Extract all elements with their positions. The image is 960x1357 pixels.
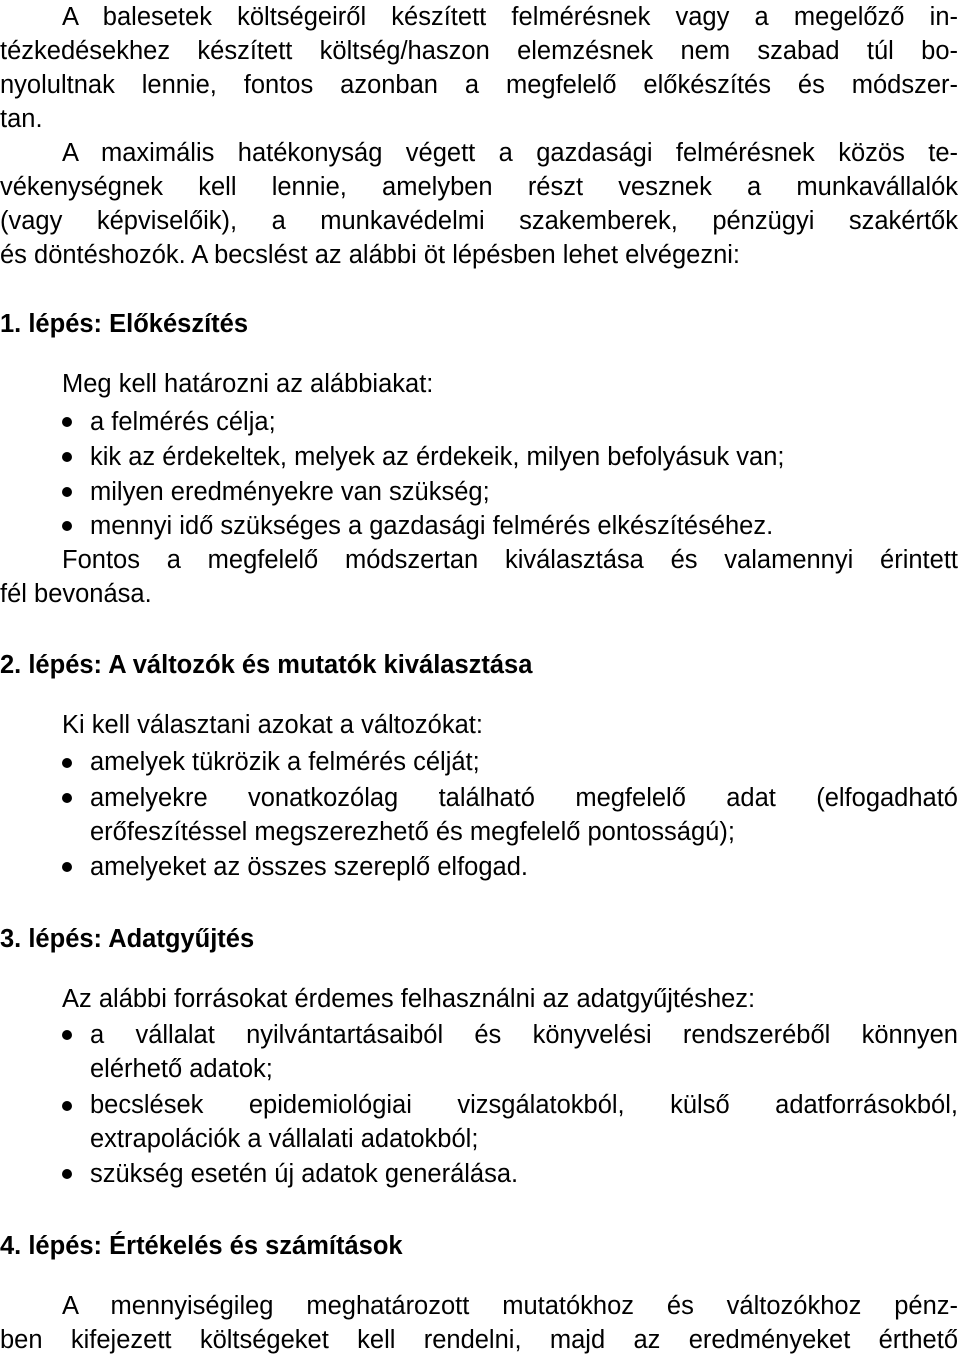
step1-bullet: mennyi idő szükséges a gazdasági felmérés elkészítéséhez. — [90, 512, 774, 540]
step4-heading: 4. lépés: Értékelés és számítások — [0, 1232, 403, 1260]
intro-line: (vagy képviselőik), a munkavédelmi szakemberek, pénzügyi szakértők — [0, 207, 958, 235]
bullet-icon — [62, 1030, 72, 1040]
step2-bullet: amelyek tükrözik a felmérés célját; — [90, 748, 480, 776]
step2-bullet-continued: erőfeszítéssel megszerezhető és megfelelő pontosságú); — [90, 818, 735, 846]
step1-heading: 1. lépés: Előkészítés — [0, 310, 249, 338]
bullet-icon — [62, 793, 72, 803]
step4-line: A mennyiségileg meghatározott mutatókhoz és változókhoz pénz- — [62, 1292, 958, 1320]
intro-line: tézkedésekhez készített költség/haszon elemzésnek nem szabad túl bo- — [0, 37, 958, 65]
bullet-icon — [62, 417, 72, 427]
step3-bullet-continued: extrapolációk a vállalati adatokból; — [90, 1125, 479, 1153]
step2-bullet: amelyeket az összes szereplő elfogad. — [90, 853, 528, 881]
step1-bullet: kik az érdekeltek, melyek az érdekeik, milyen befolyásuk van; — [90, 443, 785, 471]
step1-closing: Fontos a megfelelő módszertan kiválasztása és valamennyi érintett — [62, 546, 958, 574]
intro-line: nyolultnak lennie, fontos azonban a megfelelő előkészítés és módszer- — [0, 71, 958, 99]
step4-line: ben kifejezett költségeket kell rendelni, majd az eredményeket érthető — [0, 1326, 958, 1354]
step1-bullet: milyen eredményekre van szükség; — [90, 478, 490, 506]
step3-bullet: becslések epidemiológiai vizsgálatokból, külső adatforrásokból, — [90, 1091, 958, 1119]
step2-heading: 2. lépés: A változók és mutatók kiválasztása — [0, 651, 533, 679]
step1-closing: fél bevonása. — [0, 580, 152, 608]
step1-bullet: a felmérés célja; — [90, 408, 276, 436]
step3-bullet: a vállalat nyilvántartásaiból és könyvelési rendszeréből könnyen — [90, 1021, 958, 1049]
bullet-icon — [62, 1169, 72, 1179]
bullet-icon — [62, 758, 72, 768]
bullet-icon — [62, 521, 72, 531]
intro-line: A maximális hatékonyság végett a gazdasági felmérésnek közös te- — [62, 139, 958, 167]
step3-lead: Az alábbi forrásokat érdemes felhasználni az adatgyűjtéshez: — [62, 985, 756, 1013]
bullet-icon — [62, 1101, 72, 1111]
bullet-icon — [62, 452, 72, 462]
step2-lead: Ki kell választani azokat a változókat: — [62, 711, 483, 739]
intro-line: és döntéshozók. A becslést az alábbi öt lépésben lehet elvégezni: — [0, 241, 741, 269]
intro-line: vékenységnek kell lennie, amelyben részt vesznek a munkavállalók — [0, 173, 958, 201]
intro-line: tan. — [0, 105, 43, 133]
bullet-icon — [62, 487, 72, 497]
step3-heading: 3. lépés: Adatgyűjtés — [0, 925, 255, 953]
step1-lead: Meg kell határozni az alábbiakat: — [62, 370, 434, 398]
step3-bullet-continued: elérhető adatok; — [90, 1055, 273, 1083]
step3-bullet: szükség esetén új adatok generálása. — [90, 1160, 519, 1188]
step2-bullet: amelyekre vonatkozólag található megfelelő adat (elfogadható — [90, 784, 958, 812]
intro-line: A balesetek költségeiről készített felmérésnek vagy a megelőző in- — [62, 3, 958, 31]
bullet-icon — [62, 862, 72, 872]
